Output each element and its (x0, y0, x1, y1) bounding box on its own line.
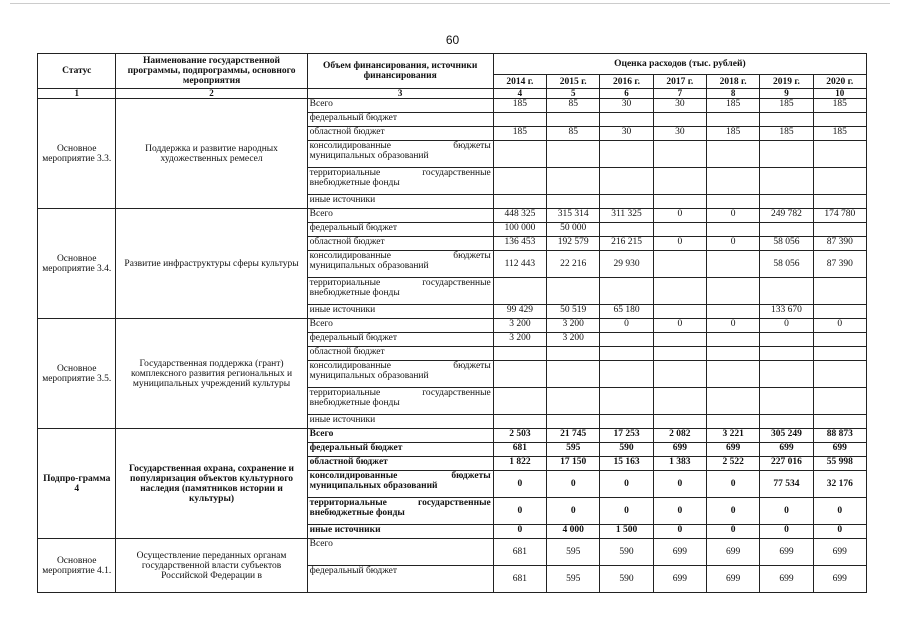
row-value: 699 (706, 566, 759, 593)
row-value (600, 223, 653, 237)
row-value (653, 251, 706, 278)
row-source: областной бюджет (307, 457, 493, 471)
row-source: федеральный бюджет (307, 223, 493, 237)
row-value (813, 347, 866, 361)
row-value (600, 415, 653, 429)
row-source-line1: территориальные государственные (309, 168, 491, 178)
row-value: 699 (653, 566, 706, 593)
header-col-number: 2 (116, 89, 307, 99)
row-value: 699 (706, 443, 759, 457)
row-value: 0 (760, 525, 813, 539)
row-value: 174 780 (813, 209, 866, 223)
row-value (600, 333, 653, 347)
row-value: 0 (653, 209, 706, 223)
row-source (307, 278, 493, 305)
row-value (493, 195, 546, 209)
row-value (547, 195, 600, 209)
row-value (760, 168, 813, 195)
row-source: Всего (307, 429, 493, 443)
header-status: Статус (38, 54, 116, 89)
row-value (493, 388, 546, 415)
row-value (706, 141, 759, 168)
header-year: 2016 г. (600, 75, 653, 89)
row-value: 1 822 (493, 457, 546, 471)
row-source (307, 498, 493, 525)
row-name: Поддержка и развитие народных художественных ремесел (116, 99, 307, 209)
header-year: 2018 г. (706, 75, 759, 89)
row-value: 30 (600, 99, 653, 113)
row-value: 0 (653, 498, 706, 525)
row-value: 87 390 (813, 237, 866, 251)
row-value: 2 503 (493, 429, 546, 443)
row-value (706, 415, 759, 429)
row-value: 185 (493, 99, 546, 113)
row-source-line2: внебюджетные фонды (309, 508, 405, 518)
row-value (653, 415, 706, 429)
row-value: 699 (653, 443, 706, 457)
header-col-number: 3 (307, 89, 493, 99)
row-value (813, 278, 866, 305)
row-value (706, 347, 759, 361)
row-value (706, 388, 759, 415)
row-value: 133 670 (760, 305, 813, 319)
table-row (38, 209, 867, 223)
row-source (307, 251, 493, 278)
row-name: Осуществление переданных органам государственной власти субъектов Российской Федерации в (116, 539, 307, 593)
row-value (760, 141, 813, 168)
row-source: Всего (307, 209, 493, 223)
row-source: иные источники (307, 415, 493, 429)
row-value (760, 195, 813, 209)
row-value (653, 141, 706, 168)
row-source-line1: консолидированные бюджеты (309, 141, 491, 151)
row-source-line1: консолидированные бюджеты (309, 361, 491, 371)
row-value (600, 113, 653, 127)
row-value (813, 388, 866, 415)
row-source: иные источники (307, 525, 493, 539)
row-value: 185 (813, 99, 866, 113)
row-source: Всего (307, 539, 493, 566)
row-value (653, 223, 706, 237)
row-value (547, 168, 600, 195)
financing-table (37, 53, 867, 593)
row-value (600, 278, 653, 305)
row-value: 3 221 (706, 429, 759, 443)
row-value (760, 361, 813, 388)
row-value: 2 082 (653, 429, 706, 443)
row-value (813, 141, 866, 168)
row-value: 0 (547, 498, 600, 525)
row-value (813, 195, 866, 209)
table-body (38, 99, 867, 593)
table-row (38, 539, 867, 566)
row-source-line1: консолидированные бюджеты (309, 251, 491, 261)
row-value: 30 (653, 127, 706, 141)
row-value: 0 (653, 319, 706, 333)
row-source (307, 168, 493, 195)
row-value: 699 (813, 539, 866, 566)
row-value: 590 (600, 443, 653, 457)
header-col-number: 5 (547, 89, 600, 99)
row-value: 30 (600, 127, 653, 141)
row-value: 2 522 (706, 457, 759, 471)
header-year: 2019 г. (760, 75, 813, 89)
row-value (813, 113, 866, 127)
row-source-line2: внебюджетные фонды (309, 178, 400, 188)
row-value (493, 278, 546, 305)
row-value: 3 200 (547, 333, 600, 347)
row-value: 21 745 (547, 429, 600, 443)
row-name: Развитие инфраструктуры сферы культуры (116, 209, 307, 319)
row-value: 77 534 (760, 471, 813, 498)
row-value: 0 (706, 471, 759, 498)
row-value: 88 873 (813, 429, 866, 443)
row-source (307, 361, 493, 388)
row-source: федеральный бюджет (307, 443, 493, 457)
row-source: областной бюджет (307, 127, 493, 141)
row-source-line2: муниципальных образований (309, 371, 429, 381)
row-value: 0 (706, 237, 759, 251)
row-source-line2: внебюджетные фонды (309, 288, 400, 298)
row-source: Всего (307, 99, 493, 113)
row-value: 99 429 (493, 305, 546, 319)
row-value (706, 305, 759, 319)
row-value: 185 (493, 127, 546, 141)
row-source-line2: муниципальных образований (309, 261, 429, 271)
row-value (600, 361, 653, 388)
row-value: 0 (813, 319, 866, 333)
row-value: 590 (600, 566, 653, 593)
row-value: 100 000 (493, 223, 546, 237)
row-value (653, 347, 706, 361)
row-value (547, 278, 600, 305)
row-value (760, 278, 813, 305)
row-value: 17 150 (547, 457, 600, 471)
row-value: 185 (813, 127, 866, 141)
row-source: иные источники (307, 195, 493, 209)
row-source: федеральный бюджет (307, 566, 493, 593)
row-value: 699 (813, 443, 866, 457)
row-value: 0 (493, 525, 546, 539)
row-value (813, 415, 866, 429)
row-value: 85 (547, 99, 600, 113)
row-value: 0 (706, 209, 759, 223)
row-source: Всего (307, 319, 493, 333)
row-value: 681 (493, 539, 546, 566)
row-value (760, 415, 813, 429)
row-value (600, 168, 653, 195)
row-status: Основное мероприятие 3.3. (38, 99, 116, 209)
row-value (706, 361, 759, 388)
row-source (307, 141, 493, 168)
row-value: 15 163 (600, 457, 653, 471)
row-value (493, 361, 546, 388)
row-value: 65 180 (600, 305, 653, 319)
table-row (38, 99, 867, 113)
row-value: 50 519 (547, 305, 600, 319)
row-value: 595 (547, 443, 600, 457)
row-value (547, 415, 600, 429)
row-value: 1 500 (600, 525, 653, 539)
row-value: 0 (706, 498, 759, 525)
row-value: 595 (547, 566, 600, 593)
row-value: 0 (600, 319, 653, 333)
page-number: 60 (445, 33, 460, 47)
row-value: 136 453 (493, 237, 546, 251)
row-value: 315 314 (547, 209, 600, 223)
header-year: 2015 г. (547, 75, 600, 89)
row-value (493, 415, 546, 429)
row-source-line1: территориальные государственные (309, 278, 491, 288)
row-value (653, 168, 706, 195)
row-value: 0 (813, 525, 866, 539)
row-value: 0 (813, 498, 866, 525)
row-source: федеральный бюджет (307, 333, 493, 347)
row-source: областной бюджет (307, 237, 493, 251)
row-value (653, 333, 706, 347)
row-value (600, 141, 653, 168)
page-top-rule (10, 3, 890, 4)
row-value: 699 (760, 539, 813, 566)
row-status: Подпро-грамма 4 (38, 429, 116, 539)
row-value (706, 223, 759, 237)
row-value: 0 (493, 498, 546, 525)
table-row (38, 319, 867, 333)
row-value: 0 (760, 498, 813, 525)
row-value: 3 200 (493, 319, 546, 333)
row-value (653, 305, 706, 319)
row-value (760, 333, 813, 347)
row-source: областной бюджет (307, 347, 493, 361)
row-source-line2: внебюджетные фонды (309, 398, 400, 408)
row-value (600, 195, 653, 209)
row-value: 595 (547, 539, 600, 566)
row-value (706, 168, 759, 195)
row-value: 0 (653, 237, 706, 251)
header-col-number: 9 (760, 89, 813, 99)
row-value (493, 141, 546, 168)
row-value: 681 (493, 443, 546, 457)
row-value (493, 113, 546, 127)
row-value (760, 113, 813, 127)
row-source-line1: консолидированные бюджеты (309, 471, 491, 481)
row-value (653, 361, 706, 388)
table-header (38, 54, 867, 99)
row-value (706, 113, 759, 127)
row-value: 185 (706, 99, 759, 113)
row-source: иные источники (307, 305, 493, 319)
row-value: 87 390 (813, 251, 866, 278)
row-value (653, 388, 706, 415)
header-col-number: 8 (706, 89, 759, 99)
row-value (706, 333, 759, 347)
row-value (547, 347, 600, 361)
row-value: 30 (653, 99, 706, 113)
header-name: Наименование государственной программы, подпрограммы, основного мероприятия (116, 54, 307, 89)
row-value (813, 305, 866, 319)
row-value: 227 016 (760, 457, 813, 471)
header-col-number: 10 (813, 89, 866, 99)
row-value: 85 (547, 127, 600, 141)
row-value (760, 223, 813, 237)
row-value (547, 388, 600, 415)
header-col-number: 1 (38, 89, 116, 99)
row-value: 112 443 (493, 251, 546, 278)
row-name: Государственная охрана, сохранение и популяризация объектов культурного наследия (памятников истории и культуры) (116, 429, 307, 539)
row-value: 699 (760, 566, 813, 593)
row-source-line1: территориальные государственные (309, 388, 491, 398)
table-row (38, 429, 867, 443)
row-status: Основное мероприятие 3.5. (38, 319, 116, 429)
row-value (813, 168, 866, 195)
row-value: 249 782 (760, 209, 813, 223)
row-value: 0 (600, 498, 653, 525)
row-value: 29 930 (600, 251, 653, 278)
row-value: 192 579 (547, 237, 600, 251)
header-estimate: Оценка расходов (тыс. рублей) (493, 54, 866, 75)
row-value (493, 168, 546, 195)
row-value: 32 176 (813, 471, 866, 498)
row-value: 0 (493, 471, 546, 498)
row-value (706, 251, 759, 278)
row-value: 448 325 (493, 209, 546, 223)
row-value: 0 (706, 319, 759, 333)
row-value (547, 141, 600, 168)
row-source-line2: муниципальных образований (309, 151, 429, 161)
row-value (600, 347, 653, 361)
header-col-number: 4 (493, 89, 546, 99)
row-value (813, 361, 866, 388)
row-value (653, 278, 706, 305)
row-value: 58 056 (760, 237, 813, 251)
row-value: 0 (653, 525, 706, 539)
header-source: Объем финансирования, источники финансирования (307, 54, 493, 89)
header-year: 2014 г. (493, 75, 546, 89)
row-source-line2: муниципальных образований (309, 481, 438, 491)
row-value: 0 (706, 525, 759, 539)
header-year: 2020 г. (813, 75, 866, 89)
row-value: 185 (706, 127, 759, 141)
row-value: 58 056 (760, 251, 813, 278)
row-value: 185 (760, 99, 813, 113)
row-value: 17 253 (600, 429, 653, 443)
row-value: 22 216 (547, 251, 600, 278)
row-name: Государственная поддержка (грант) комплексного развития региональных и муниципальных учреждений культуры (116, 319, 307, 429)
row-value (706, 195, 759, 209)
row-value: 3 200 (493, 333, 546, 347)
row-value (493, 347, 546, 361)
row-value (653, 195, 706, 209)
row-value (600, 388, 653, 415)
header-col-number: 7 (653, 89, 706, 99)
row-value (813, 333, 866, 347)
row-value: 590 (600, 539, 653, 566)
row-value: 699 (653, 539, 706, 566)
row-value (547, 113, 600, 127)
row-value: 699 (813, 566, 866, 593)
row-value: 0 (653, 471, 706, 498)
row-value: 311 325 (600, 209, 653, 223)
row-value: 0 (760, 319, 813, 333)
row-value: 681 (493, 566, 546, 593)
row-value: 216 215 (600, 237, 653, 251)
row-value (813, 223, 866, 237)
row-value: 0 (600, 471, 653, 498)
row-status: Основное мероприятие 3.4. (38, 209, 116, 319)
header-year: 2017 г. (653, 75, 706, 89)
row-value (760, 347, 813, 361)
row-value: 4 000 (547, 525, 600, 539)
row-value (547, 361, 600, 388)
row-value: 185 (760, 127, 813, 141)
row-value: 55 998 (813, 457, 866, 471)
row-source-line1: территориальные государственные (309, 498, 491, 508)
row-value: 699 (706, 539, 759, 566)
row-source (307, 388, 493, 415)
row-value: 305 249 (760, 429, 813, 443)
row-value: 0 (547, 471, 600, 498)
header-col-number: 6 (600, 89, 653, 99)
row-value: 50 000 (547, 223, 600, 237)
row-value: 3 200 (547, 319, 600, 333)
row-value (760, 388, 813, 415)
row-source: федеральный бюджет (307, 113, 493, 127)
row-value (653, 113, 706, 127)
row-source (307, 471, 493, 498)
row-value: 1 383 (653, 457, 706, 471)
row-value (706, 278, 759, 305)
row-value: 699 (760, 443, 813, 457)
row-status: Основное мероприятие 4.1. (38, 539, 116, 593)
